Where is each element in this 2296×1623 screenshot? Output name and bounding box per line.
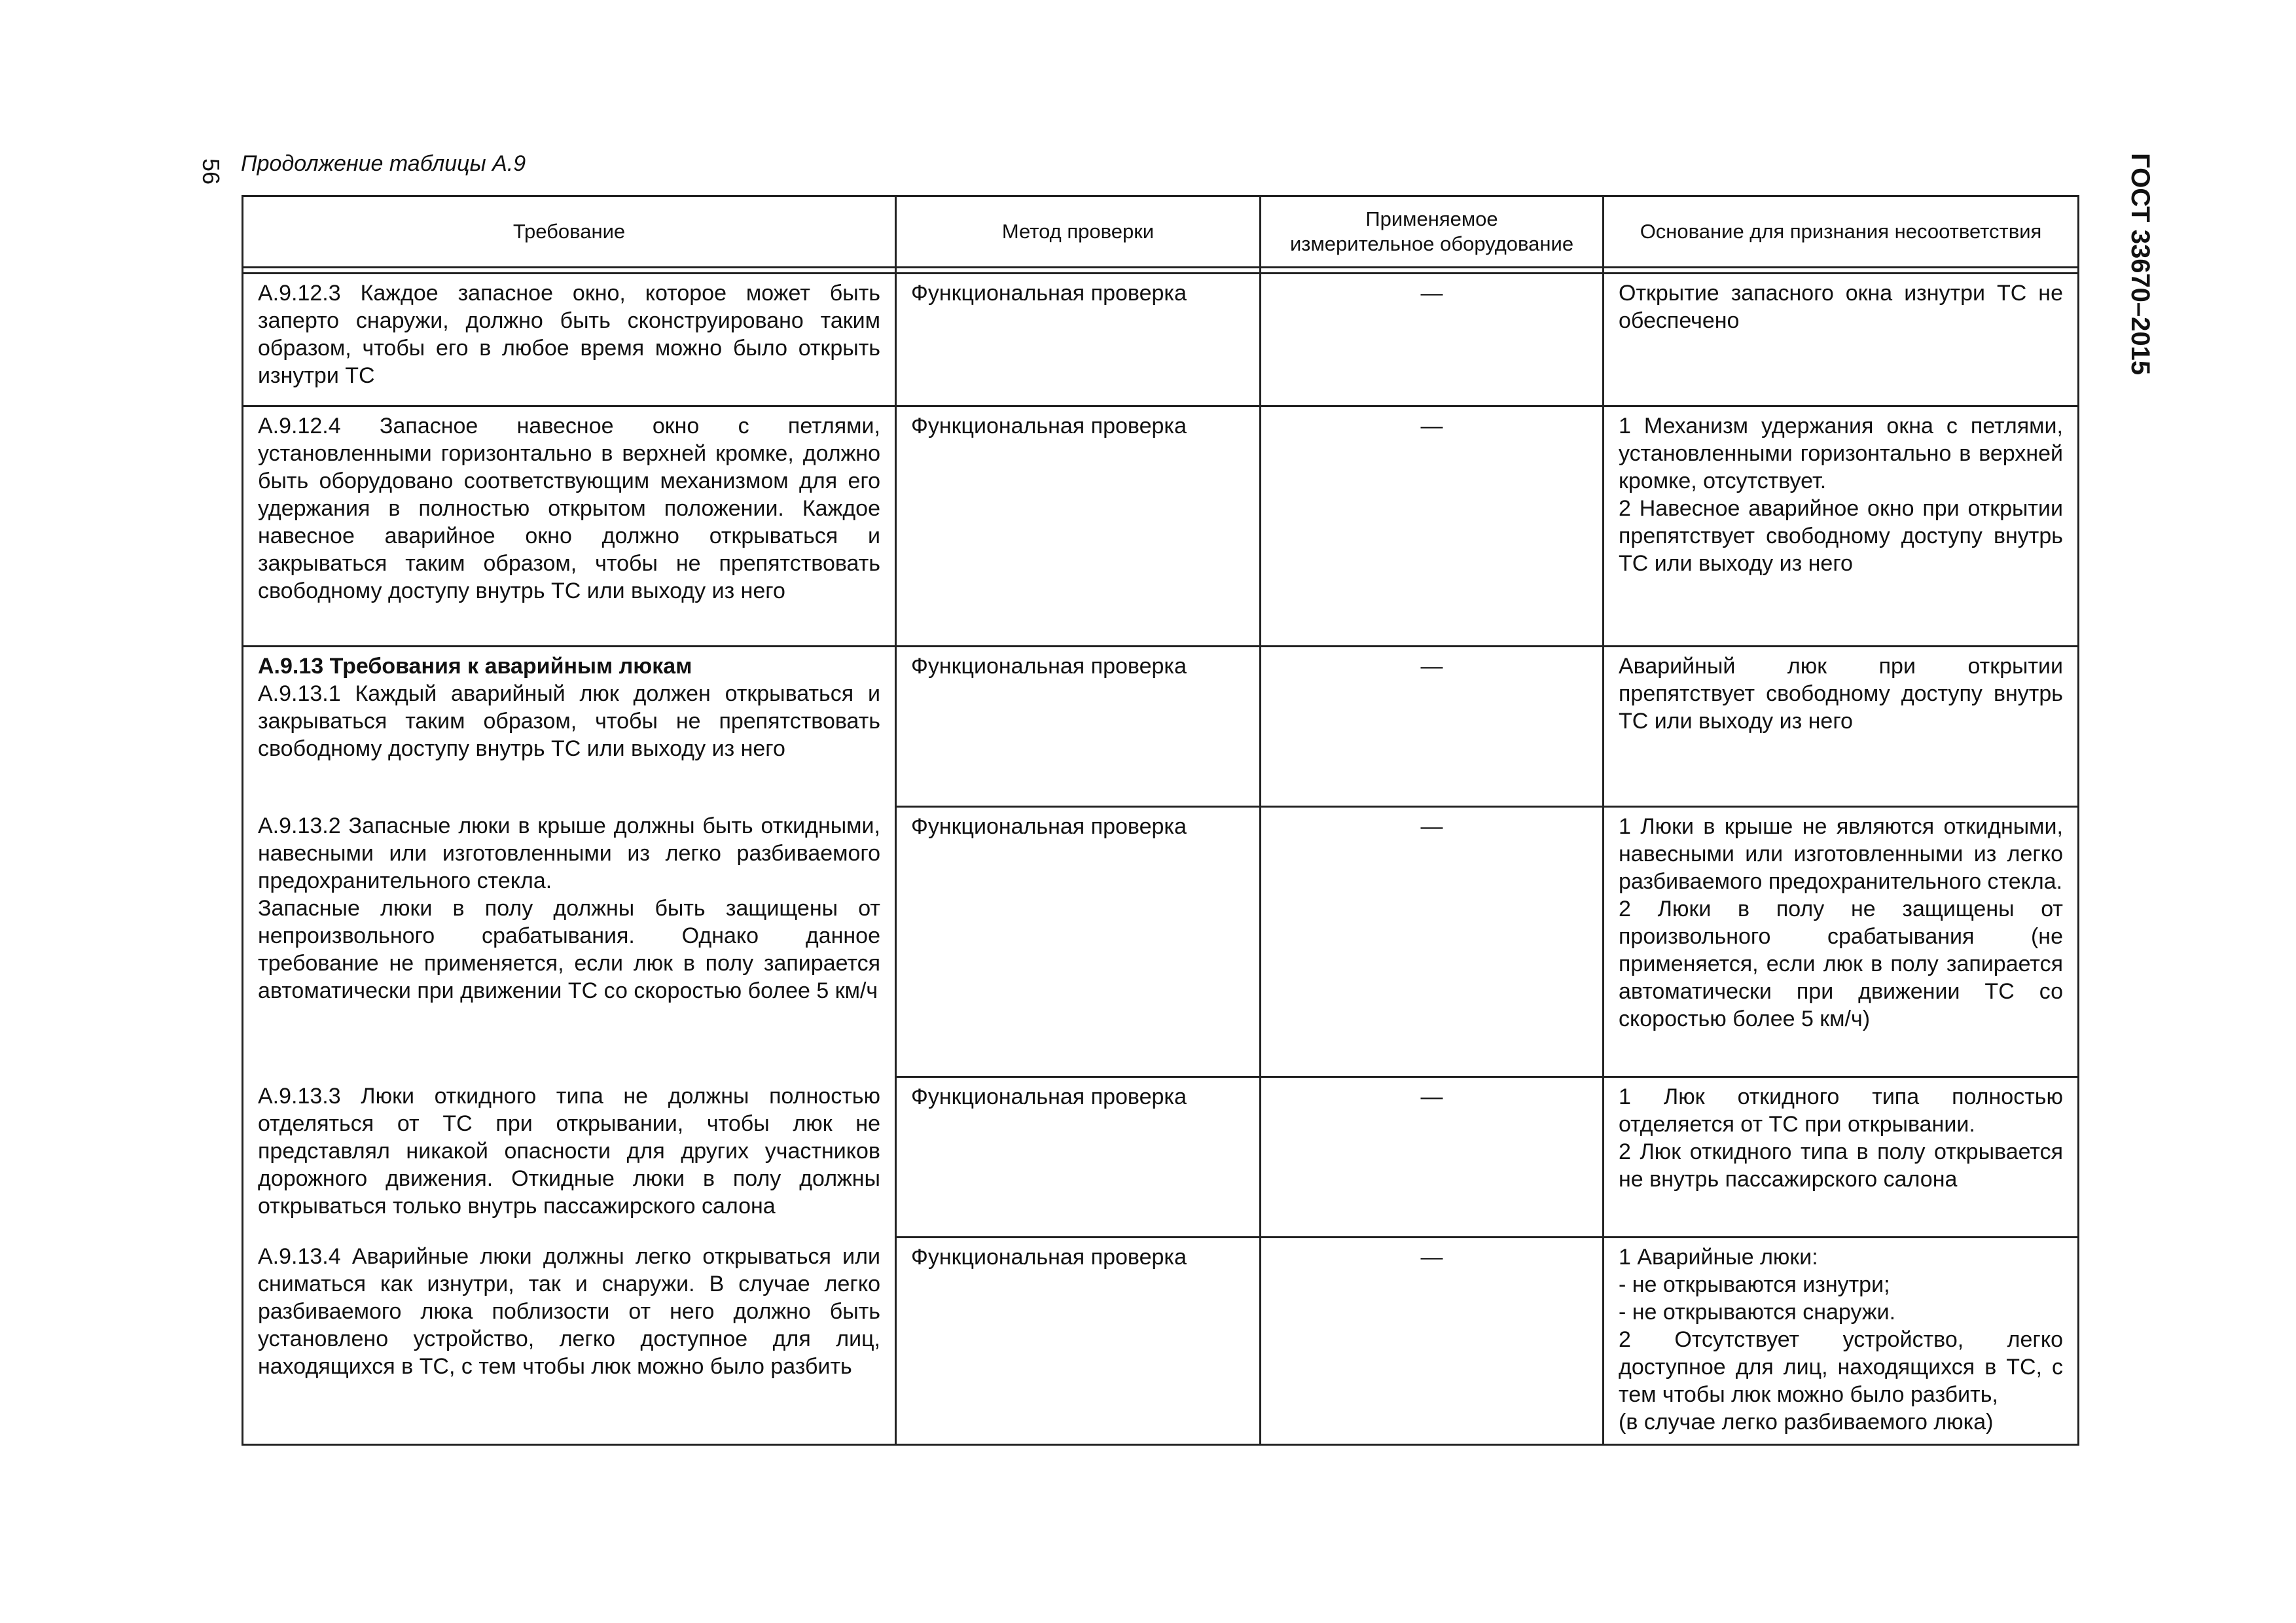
method-cell: Функциональная проверка <box>896 807 1261 1077</box>
basis-text: - не открываются изнутри; <box>1619 1272 1890 1297</box>
method-cell: Функциональная проверка <box>896 1238 1261 1445</box>
basis-text: 1 Люки в крыше не являются откидными, навесными или изготовленными из легко разбиваемого предохранительного стекла. <box>1619 814 2063 894</box>
basis-text: Аварийный люк при открытии препятствует свободному доступу внутрь ТС или выходу из него <box>1619 654 2063 734</box>
header-method: Метод проверки <box>896 196 1261 268</box>
basis-text: 2 Люки в полу не защищены от произвольного срабатывания (не применяется, если люк в полу запирается автоматически при движении ТС со скоростью более 5 км/ч) <box>1619 897 2063 1031</box>
requirement-cell <box>243 647 896 807</box>
method-cell: Функциональная проверка <box>896 406 1261 647</box>
equipment-cell: — <box>1261 1238 1604 1445</box>
table-row <box>243 1238 2079 1445</box>
table-row <box>243 647 2079 807</box>
header-equipment <box>1261 196 1604 268</box>
basis-text: 2 Отсутствует устройство, легко доступное для лиц, находящихся в ТС, с тем чтобы люк можно было разбить, <box>1619 1327 2063 1407</box>
equipment-cell: — <box>1261 274 1604 406</box>
equipment-cell: — <box>1261 807 1604 1077</box>
requirement-text: А.9.13.4 Аварийные люки должны легко открываться или сниматься как изнутри, так и снаружи. В случае легко разбиваемого люка поблизости от него должно быть установлено устройство, легко доступное для лиц, находящихся в ТС, с тем чтобы люк можно было разбить <box>258 1243 880 1379</box>
equipment-cell: — <box>1261 647 1604 807</box>
basis-text: - не открываются снаружи. <box>1619 1300 1896 1325</box>
requirement-text: А.9.13.3 Люки откидного типа не должны полностью отделяться от ТС при открывании, чтобы люк не представлял никакой опасности для других участников дорожного движения. Откидные люки в полу должны открываться только внутрь пассажирского салона <box>258 1083 880 1219</box>
page-number: 56 <box>198 158 224 185</box>
document-code: ГОСТ 33670–2015 <box>2126 153 2155 376</box>
requirement-cell <box>243 406 896 647</box>
requirement-cell <box>243 1077 896 1238</box>
requirement-cell <box>243 1238 896 1445</box>
section-heading: А.9.13 Требования к аварийным люкам <box>258 654 692 679</box>
requirement-text: А.9.13.2 Запасные люки в крыше должны быть откидными, навесными или изготовленными из легко разбиваемого предохранительного стекла. <box>258 813 880 893</box>
basis-cell <box>1604 1238 2079 1445</box>
basis-text: 1 Люк откидного типа полностью отделяется от ТС при открывании. <box>1619 1084 2063 1137</box>
basis-cell <box>1604 1077 2079 1238</box>
requirement-text: Запасные люки в полу должны быть защищены от непроизвольного срабатывания. Однако данное требование не применяется, если люк в полу запирается автоматически при движении ТС со скоростью более 5 км/ч <box>258 895 880 1003</box>
requirement-text: А.9.13.1 Каждый аварийный люк должен открываться и закрываться таким образом, чтобы не препятствовать свободному доступу внутрь ТС или выходу из него <box>258 681 880 761</box>
method-cell: Функциональная проверка <box>896 647 1261 807</box>
equipment-cell: — <box>1261 406 1604 647</box>
table-header-row <box>243 196 2079 268</box>
basis-text: (в случае легко разбиваемого люка) <box>1619 1410 1994 1435</box>
method-cell: Функциональная проверка <box>896 274 1261 406</box>
header-basis: Основание для признания несоответствия <box>1604 196 2079 268</box>
header-requirement: Требование <box>243 196 896 268</box>
table-row <box>243 1077 2079 1238</box>
requirement-text: А.9.12.3 Каждое запасное окно, которое может быть заперто снаружи, должно быть сконструировано таким образом, чтобы его в любое время можно было открыть изнутри ТС <box>258 281 880 388</box>
requirement-cell <box>243 274 896 406</box>
header-equipment-line1: Применяемое <box>1365 207 1498 230</box>
requirements-table <box>242 195 2079 1446</box>
basis-text: 2 Люк откидного типа в полу открывается не внутрь пассажирского салона <box>1619 1139 2063 1192</box>
table-row <box>243 406 2079 647</box>
basis-cell <box>1604 647 2079 807</box>
table-row <box>243 807 2079 1077</box>
requirement-text: А.9.12.4 Запасное навесное окно с петлями, установленными горизонтально в верхней кромке, должно быть оборудовано соответствующим механизмом для его удержания в полностью открытом положении. Каждое навесное аварийное окно должно открываться и закрываться таким образом, чтобы не препятствовать свободному доступу внутрь ТС или выходу из него <box>258 414 880 603</box>
basis-text: 2 Навесное аварийное окно при открытии препятствует свободному доступу внутрь ТС или выходу из него <box>1619 496 2063 576</box>
requirement-cell <box>243 807 896 1077</box>
basis-text: Открытие запасного окна изнутри ТС не обеспечено <box>1619 281 2063 333</box>
equipment-cell: — <box>1261 1077 1604 1238</box>
basis-cell <box>1604 274 2079 406</box>
method-cell: Функциональная проверка <box>896 1077 1261 1238</box>
table-row <box>243 274 2079 406</box>
header-equipment-line2: измерительное оборудование <box>1289 232 1574 255</box>
basis-cell <box>1604 807 2079 1077</box>
basis-text: 1 Аварийные люки: <box>1619 1245 1818 1270</box>
header-separator <box>243 268 2079 274</box>
basis-text: 1 Механизм удержания окна с петлями, установленными горизонтально в верхней кромке, отсутствует. <box>1619 414 2063 493</box>
table-caption: Продолжение таблицы А.9 <box>241 151 526 176</box>
basis-cell <box>1604 406 2079 647</box>
